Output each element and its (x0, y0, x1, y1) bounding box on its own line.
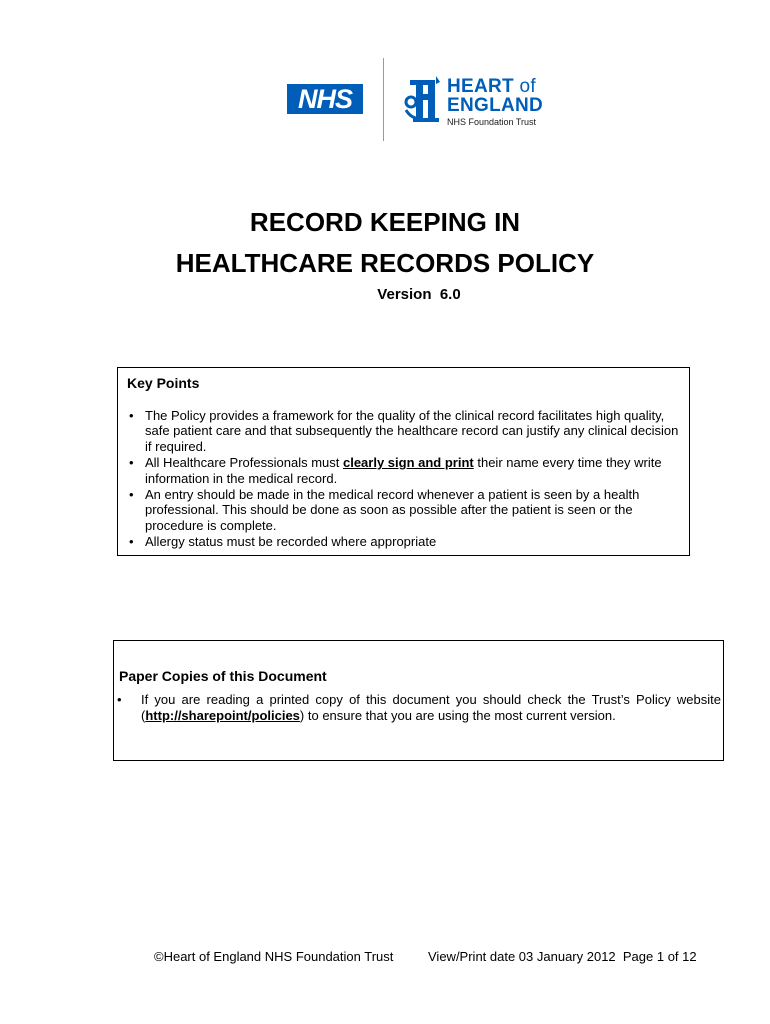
key-points-box (117, 367, 690, 556)
list-item (127, 534, 681, 549)
trust-logo-heart: HEART (447, 76, 514, 97)
key-point-text: The Policy provides a framework for the quality of the clinical record facilitates high quality, safe patient care and that subsequently the healthcare record can justify any clinical decision if required. (145, 408, 679, 454)
nhs-logo: NHS (287, 84, 363, 114)
key-point-text: An entry should be made in the medical record whenever a patient is seen by a health professional. This should be done as soon as possible after the patient is seen or the procedure is complete. (145, 487, 640, 533)
key-point-text-before: All Healthcare Professionals must (145, 455, 343, 471)
paper-copies-text-before: If you are reading a printed copy of this document you should check the Trust’s Policy website ( (141, 692, 721, 723)
trust-logo-subtitle: NHS Foundation Trust (447, 117, 537, 127)
bullet-icon: • (129, 455, 134, 471)
document-title-line1: RECORD KEEPING IN (249, 207, 521, 237)
trust-logo-of: of (513, 76, 536, 97)
paper-copies-text (117, 692, 721, 723)
footer-print-info: View/Print date 03 January 2012 Page 1 of 12 (428, 949, 697, 964)
bullet-icon: • (129, 408, 134, 423)
bullet-icon: • (129, 534, 134, 550)
heart-of-england-emblem-icon (402, 74, 446, 124)
policies-link[interactable]: http://sharepoint/policies (145, 707, 300, 723)
trust-logo-text (447, 77, 543, 129)
key-point-text: Allergy status must be recorded where appropriate (145, 534, 437, 550)
trust-logo-england: ENGLAND (447, 95, 544, 116)
paper-copies-box (113, 640, 724, 761)
list-item (127, 455, 681, 486)
key-points-heading: Key Points (127, 375, 200, 391)
key-point-text-after: their name every time they write information in the medical record. (145, 455, 662, 486)
bullet-icon: • (129, 487, 134, 503)
paper-copies-text-after: ) to ensure that you are using the most current version. (299, 707, 616, 723)
logo-divider (383, 58, 384, 141)
key-points-list (127, 408, 681, 551)
bullet-icon: • (117, 692, 122, 707)
key-point-emphasis: clearly sign and print (342, 455, 474, 471)
footer-copyright: ©Heart of England NHS Foundation Trust (154, 949, 394, 964)
paper-copies-heading: Paper Copies of this Document (119, 668, 327, 684)
list-item (127, 408, 681, 454)
list-item (127, 487, 681, 533)
document-version: Version 6.0 (377, 286, 461, 303)
document-title-line2: HEALTHCARE RECORDS POLICY (175, 248, 595, 278)
